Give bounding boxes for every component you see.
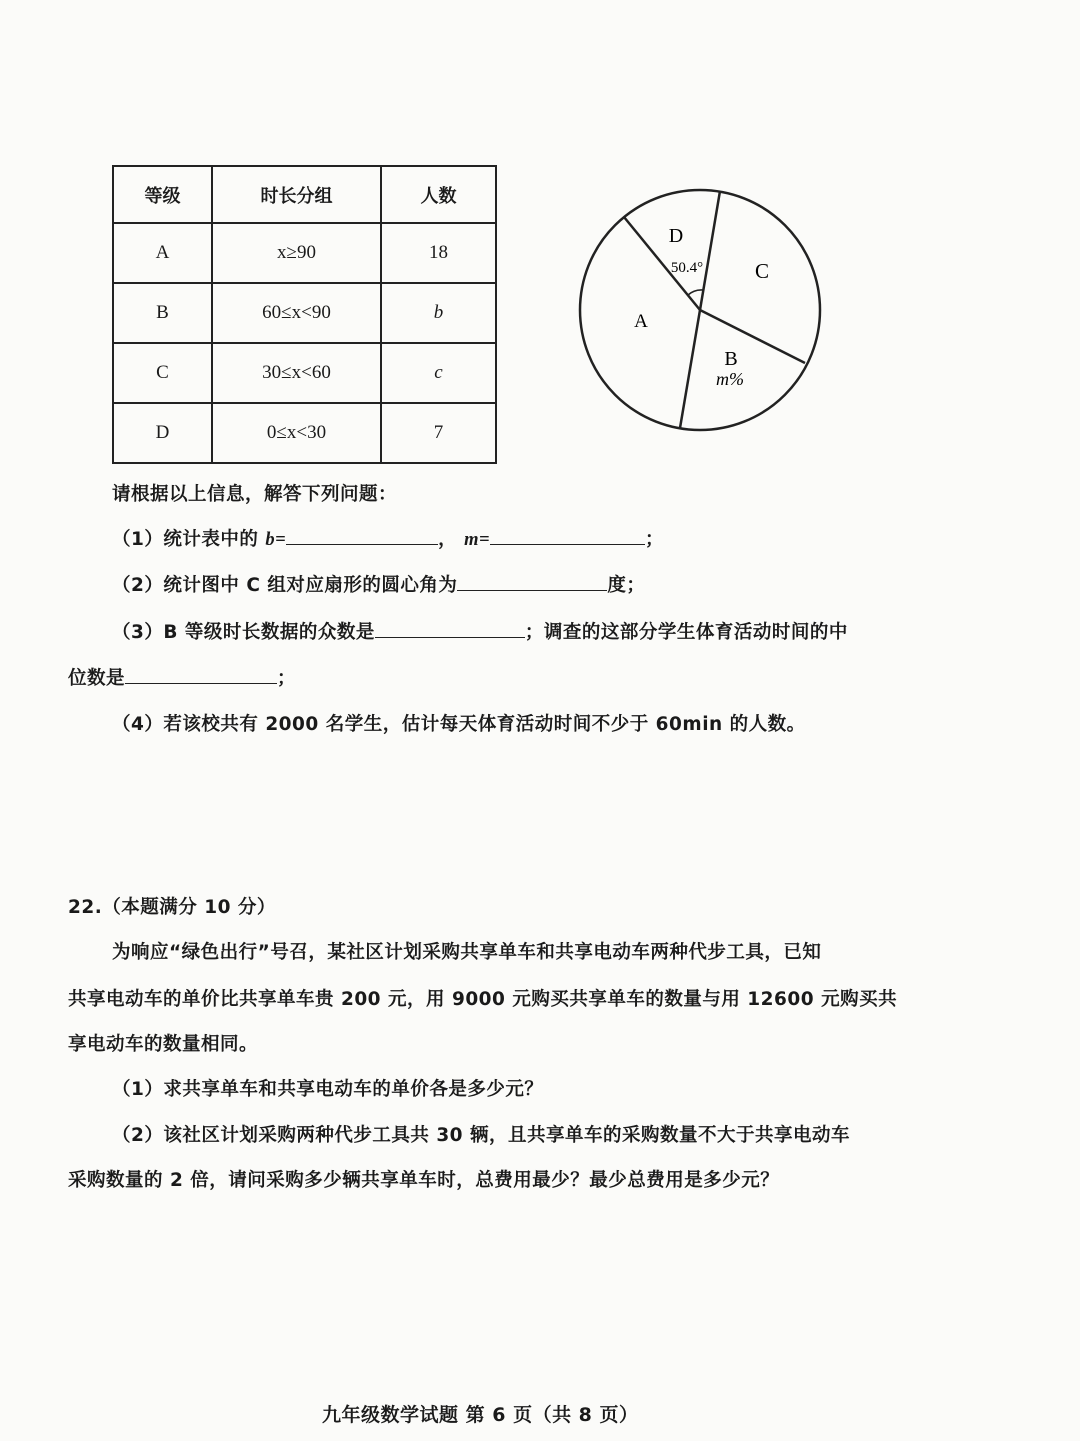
- range-cell: 0≤x<30: [212, 403, 381, 463]
- header-count: 人数: [381, 166, 496, 223]
- q21-part2-end: 度；: [607, 575, 646, 596]
- table-header-row: [113, 166, 496, 223]
- q21-b-label: b=: [265, 530, 287, 550]
- q22-paragraph-line3: 享电动车的数量相同。: [68, 1034, 259, 1055]
- q21-part3-prefix: （3）B 等级时长数据的众数是: [112, 622, 375, 643]
- grade-cell: B: [113, 283, 212, 343]
- answer-blank-b[interactable]: [286, 528, 438, 545]
- grade-cell: C: [113, 343, 212, 403]
- q21-part3-line2: [68, 664, 296, 690]
- angle-arc: [688, 290, 703, 295]
- pie-label-b-percent: m%: [716, 369, 744, 389]
- pie-angle-label: 50.4°: [670, 260, 704, 276]
- q21-part3-end: ；: [277, 668, 297, 689]
- table-row: [113, 343, 496, 403]
- pie-label-b: B: [724, 348, 738, 370]
- stats-table: [112, 165, 497, 464]
- q21-part1: [112, 525, 664, 551]
- answer-blank-angle[interactable]: [457, 574, 607, 591]
- q22-paragraph-line1: 为响应“绿色出行”号召，某社区计划采购共享单车和共享电动车两种代步工具，已知: [112, 942, 822, 963]
- q21-part3-line2-text: 位数是: [68, 668, 126, 689]
- q21-part1-prefix: （1）统计表中的: [112, 529, 259, 550]
- table-row: [113, 283, 496, 343]
- range-cell: 30≤x<60: [212, 343, 381, 403]
- count-cell: c: [381, 343, 496, 403]
- q21-part1-end: ；: [645, 529, 665, 550]
- count-cell: b: [381, 283, 496, 343]
- q21-part2-prefix: （2）统计图中 C 组对应扇形的圆心角为: [112, 575, 458, 596]
- grade-cell: D: [113, 403, 212, 463]
- q22-part2-line1: （2）该社区计划采购两种代步工具共 30 辆，且共享单车的采购数量不大于共享电动车: [112, 1125, 851, 1146]
- header-duration: 时长分组: [212, 166, 381, 223]
- answer-blank-mode[interactable]: [375, 621, 525, 638]
- pie-chart: [570, 180, 830, 440]
- header-grade: 等级: [113, 166, 212, 223]
- table-row: [113, 403, 496, 463]
- range-cell: x≥90: [212, 223, 381, 283]
- q22-heading: 22.（本题满分 10 分）: [68, 897, 276, 918]
- q21-part1-sep: ，: [438, 529, 458, 550]
- q21-m-label: m=: [464, 530, 491, 550]
- divider-b-a: [680, 310, 700, 428]
- table-row: [113, 223, 496, 283]
- count-cell: 7: [381, 403, 496, 463]
- answer-blank-m[interactable]: [490, 528, 645, 545]
- pie-label-d: D: [668, 225, 684, 247]
- q22-part1: （1）求共享单车和共享电动车的单价各是多少元？: [112, 1079, 544, 1100]
- divider-d-c: [700, 191, 720, 310]
- range-cell: 60≤x<90: [212, 283, 381, 343]
- q22-part2-line2: 采购数量的 2 倍，请问采购多少辆共享单车时，总费用最少？最少总费用是多少元？: [68, 1170, 780, 1191]
- grade-cell: A: [113, 223, 212, 283]
- pie-label-c: C: [754, 259, 770, 283]
- q21-part3-mid: ；调查的这部分学生体育活动时间的中: [524, 622, 848, 643]
- q21-part4: （4）若该校共有 2000 名学生，估计每天体育活动时间不少于 60min 的人数。: [112, 714, 806, 735]
- q21-intro: 请根据以上信息，解答下列问题：: [112, 484, 398, 505]
- divider-c-b: [700, 310, 805, 363]
- q22-paragraph-line2: 共享电动车的单价比共享单车贵 200 元，用 9000 元购买共享单车的数量与用 12600 元购买共: [68, 989, 898, 1010]
- answer-blank-median[interactable]: [125, 667, 277, 684]
- pie-label-a: A: [634, 311, 648, 332]
- q21-part3: [112, 618, 848, 644]
- count-cell: 18: [381, 223, 496, 283]
- q21-part2: [112, 571, 645, 597]
- page-footer: 九年级数学试题 第 6 页（共 8 页）: [322, 1404, 639, 1426]
